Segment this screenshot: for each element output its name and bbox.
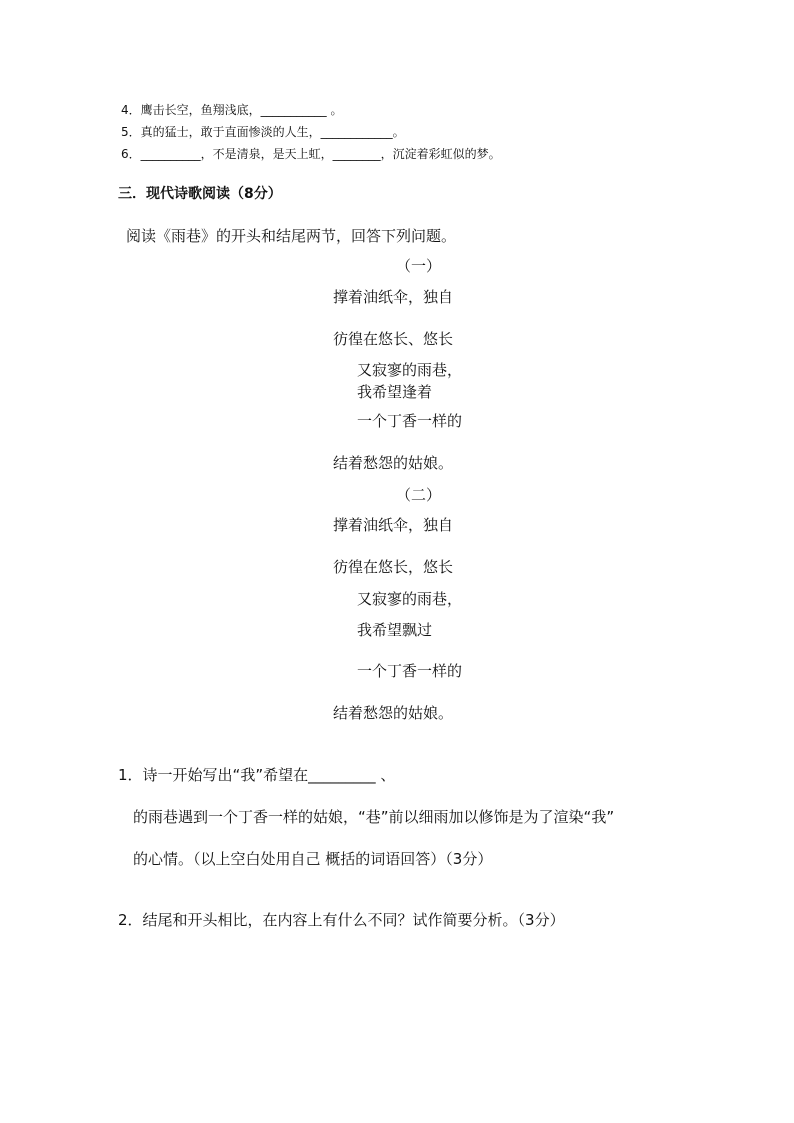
stanza-1-line: 结着愁怨的姑娘。 xyxy=(333,454,454,472)
stanza-2-line: 我希望飘过 xyxy=(357,621,433,639)
stanza-1-line: 撑着油纸伞，独自 xyxy=(333,288,454,306)
fill-item-5: 5．真的猛士，敢于直面惨淡的人生，____________。 xyxy=(121,125,405,139)
stanza-1-label: （一） xyxy=(396,257,442,275)
reading-intro: 阅读《雨巷》的开头和结尾两节，回答下列问题。 xyxy=(126,227,457,245)
stanza-2-label: （二） xyxy=(396,486,442,504)
stanza-1-line: 一个丁香一样的 xyxy=(357,412,463,430)
section-title: 三．现代诗歌阅读（8分） xyxy=(118,186,282,202)
stanza-1-line: 我希望逢着 xyxy=(357,383,433,401)
question-1-line-2: 的雨巷遇到一个丁香一样的姑娘，“巷”前以细雨加以修饰是为了渲染“我” xyxy=(133,808,615,826)
stanza-2-line: 彷徨在悠长，悠长 xyxy=(333,558,454,576)
question-1-line-3: 的心情。（以上空白处用自己 概括的词语回答）（3分） xyxy=(133,850,493,868)
stanza-1-line: 彷徨在悠长、悠长 xyxy=(333,330,454,348)
stanza-2-line: 又寂寥的雨巷， xyxy=(357,590,463,608)
stanza-2-line: 一个丁香一样的 xyxy=(357,662,463,680)
stanza-2-line: 撑着油纸伞，独自 xyxy=(333,516,454,534)
stanza-1-line: 又寂寥的雨巷， xyxy=(357,361,463,379)
fill-item-4: 4．鹰击长空，鱼翔浅底，___________ 。 xyxy=(121,103,343,117)
stanza-2-line: 结着愁怨的姑娘。 xyxy=(333,704,454,722)
question-2: 2．结尾和开头相比，在内容上有什么不同？试作简要分析。（3分） xyxy=(118,911,565,929)
fill-item-6: 6．__________，不是清泉，是天上虹，________，沉淀着彩虹似的梦。 xyxy=(121,147,501,161)
question-1-line-1: 1．诗一开始写出“我”希望在_________ 、 xyxy=(118,766,396,784)
